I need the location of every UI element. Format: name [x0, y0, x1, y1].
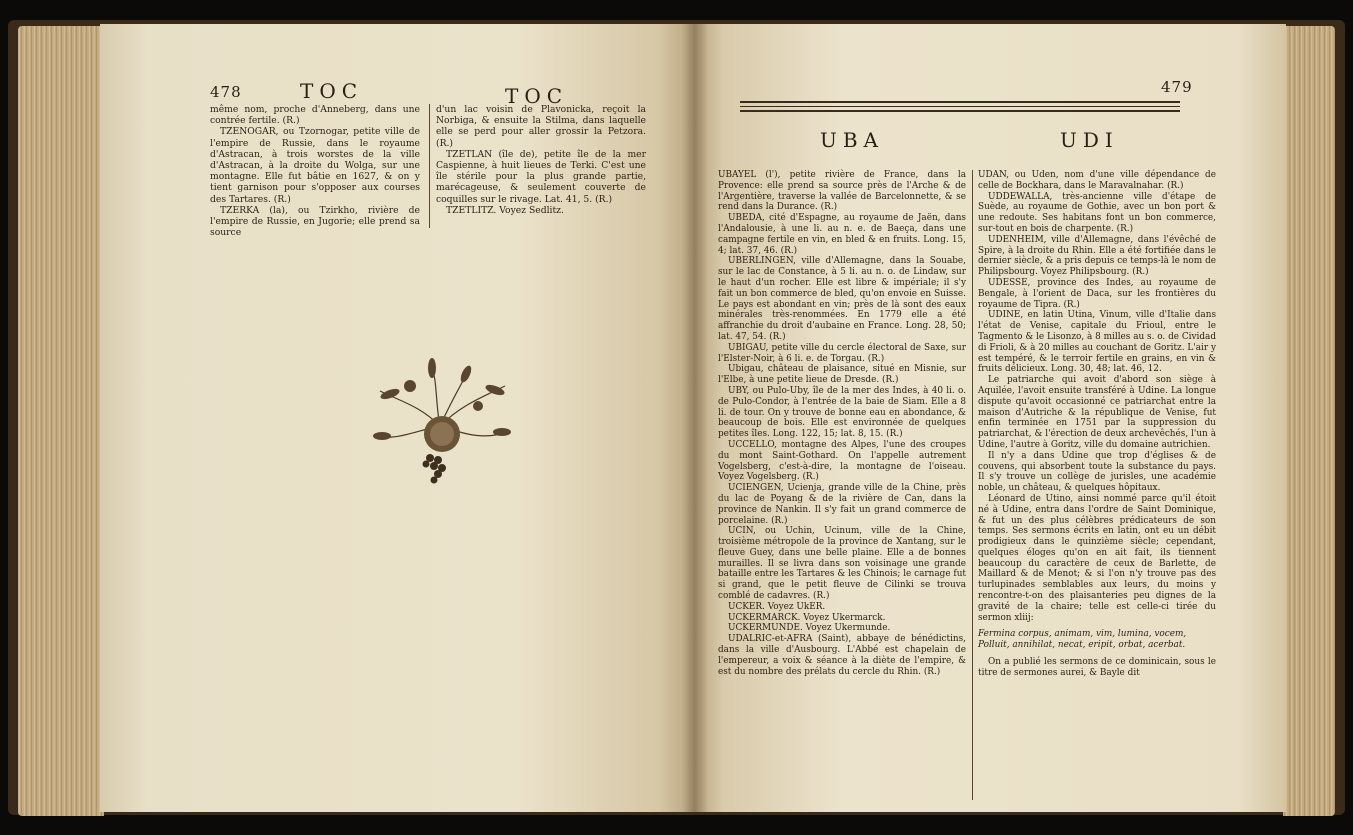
header-rule	[740, 101, 1180, 103]
left-folio: 478	[210, 83, 242, 101]
right-column-2	[978, 170, 1216, 679]
right-page	[694, 24, 1286, 812]
paragraph: Le patriarche qui avoit d'abord son siège à Aquilée, l'avoit ensuite transféré à Udine. La longue dispute qu'avoit occasionné ce patriarchat entre la maison d'Autriche & la république de Venise, fut enfin terminée en 1751 par la suppression du patriarchat, & l'érection de deux archevêchés, l'un à Udine, l'autre à Goritz, ville du domaine autrichien.	[978, 375, 1216, 450]
right-column-1	[718, 170, 966, 677]
right-folio: 479	[1161, 78, 1193, 96]
paragraph: Ubigau, château de plaisance, situé en Misnie, sur l'Elbe, à une petite lieue de Dresde. (R.)	[718, 364, 966, 386]
paragraph: On a publié les sermons de ce dominicain, sous le titre de sermones aurei, & Bayle dit	[978, 657, 1216, 678]
paragraph: UCKERMARCK. Voyez Ukermarck.	[728, 612, 886, 623]
paragraph: UDENHEIM, ville d'Allemagne, dans l'évêché de Spire, à la droite du Rhin. Elle a été fortifiée dans le dernier siècle, & a pris depuis ce temps-là le nom de Philipsbourg. Voyez Philipsbourg. (R.)	[978, 234, 1216, 278]
paragraph: UDALRIC-et-AFRA (Saint), abbaye de bénédictins, dans la ville d'Ausbourg. L'Abbé est chapelain de l'empereur, a voix & séance à la diète de l'empire, & est du nombre des prélats du cercle du Rhin. (R.)	[718, 634, 966, 677]
page-edges-right	[1283, 26, 1335, 816]
paragraph: TZENOGAR, ou Tzornogar, petite ville de l'empire de Russie, dans le royaume d'Astracan, à trois worstes de la ville d'Astracan, à la droite du Wolga, sur une montagne. Elle fut bâtie en 1627, & on y tient garnison pour s'opposer aux courses des Tartares. (R.)	[210, 126, 420, 205]
column-rule	[972, 170, 973, 800]
paragraph: UBERLINGEN, ville d'Allemagne, dans la Souabe, sur le lac de Constance, à 5 li. au n. o. de Lindaw, sur le haut d'un rocher. Elle est libre & impériale; il s'y fait un bon commerce de bled, qu'on envoie en Suisse. Le pays est abondant en vin; près de là sont des eaux minérales très-renommées. En 1779 elle a été affranchie du droit d'aubaine en France. Long. 28, 50; lat. 47, 54. (R.)	[718, 256, 966, 342]
paragraph: même nom, proche d'Anneberg, dans une contrée fertile. (R.)	[210, 104, 420, 127]
column-rule	[429, 104, 430, 228]
paragraph: UCIENGEN, Ucienja, grande ville de la Chine, près du lac de Poyang & de la rivière de Can, dans la province de Nankin. Il s'y fait un grand commerce de porcelaine. (R.)	[718, 483, 966, 526]
paragraph: UBY, ou Pulo-Uby, île de la mer des Indes, à 40 li. o. de Pulo-Condor, à l'entrée de la baie de Siam. Elle a 8 li. de tour. On y trouve de bonne eau en abondance, & beaucoup de bois. Elle est environnée de quelques petites îles. Long. 122, 15; lat. 8, 15. (R.)	[718, 385, 966, 440]
paragraph: UCKER. Voyez UkER.	[728, 601, 826, 612]
paragraph: UBEDA, cité d'Espagne, au royaume de Jaën, dans l'Andalousie, à une li. au n. e. de Baeça, dans une campagne fertile en vin, en bled & en fruits. Long. 15, 4; lat. 37, 46. (R.)	[718, 213, 966, 256]
paragraph: UDDEWALLA, très-ancienne ville d'étape de Suède, au royaume de Gothie, avec un bon port & une redoute. Ses habitans font un bon commerce, sur-tout en bois de charpente. (R.)	[978, 191, 1216, 234]
paragraph: TZETLITZ. Voyez Sedlitz.	[446, 204, 564, 216]
left-column-2	[436, 104, 646, 216]
paragraph: Léonard de Utino, ainsi nommé parce qu'il étoit né à Udine, entra dans l'ordre de Saint Dominique, & fut un des plus célèbres prédicateurs de son temps. Ses sermons écrits en latin, ont eu un débit prodigieux dans le quinzième siècle; cependant, quelques éloges qu'on en ait fait, ils tiennent beaucoup du caractère de ceux de Barlette, de Maillard & de Menot; & si l'on n'y trouve pas des turlupinades semblables aux leurs, du moins y rencontre-t-on des plaisanteries peu dignes de la gravité de la chaire; telle est celle-ci tirée du sermon xliij:	[978, 493, 1216, 623]
paragraph: UDESSE, province des Indes, au royaume de Bengale, à l'orient de Daca, sur les frontières du royaume de Tipra. (R.)	[978, 277, 1216, 310]
paragraph: UCIN, ou Uchin, Ucinum, ville de la Chine, troisième métropole de la province de Xantang, sur le fleuve Guey, dans une belle plaine. Elle a de bonnes murailles. Il se livra dans son voisinage une grande bataille entre les Tartares & les Chinois; le carnage fut si grand, que le petit fleuve de Cilinki se trouva comblé de cadavres. (R.)	[718, 526, 966, 602]
right-running-head-right: UDI	[1060, 128, 1119, 152]
paragraph: Il n'y a dans Udine que trop d'églises & de couvens, qui absorbent toute la substance du pays. Il s'y trouve un collège de jurisles, une académie noble, un château, & quelques hôpitaux.	[978, 450, 1216, 494]
verse-line: Fermina corpus, animam, vim, lumina, vocem,	[978, 629, 1187, 640]
floral-vignette-icon	[360, 346, 520, 496]
left-running-head-right: TOC	[505, 84, 569, 108]
verse-line: Polluit, annihilat, necat, eripit, orbat, acerbat.	[978, 640, 1186, 651]
paragraph: UDAN, ou Uden, nom d'une ville dépendance de celle de Bockhara, dans le Maravalnahar. (R.)	[978, 170, 1216, 191]
paragraph: UBIGAU, petite ville du cercle électoral de Saxe, sur l'Elster-Noir, à 6 li. e. de Torgau. (R.)	[718, 342, 966, 364]
left-running-head-left: TOC	[300, 79, 364, 103]
paragraph: d'un lac voisin de Plavonicka, reçoit la Norbiga, & ensuite la Stilma, dans laquelle elle se perd pour aller grossir la Petzora. (R.)	[436, 104, 646, 149]
header-rule-thin	[740, 106, 1180, 107]
left-column-1	[210, 104, 420, 238]
book-gutter	[682, 24, 708, 812]
paragraph: TZERKA (la), ou Tzirkho, rivière de l'empire de Russie, en Jugorie; elle prend sa source	[210, 204, 420, 239]
paragraph: UCKERMUNDE. Voyez Ukermunde.	[728, 623, 891, 634]
page-edges-left	[18, 26, 104, 816]
paragraph: UCCELLO, montagne des Alpes, l'une des croupes du mont Saint-Gothard. On l'appelle autrement Vogelsberg, c'est-à-dire, la montagne de l'oiseau. Voyez Vogelsberg. (R.)	[718, 439, 966, 483]
left-page	[100, 24, 694, 812]
paragraph: TZETLAN (île de), petite île de la mer Caspienne, à huit lieues de Terki. C'est une île stérile pour la plus grande partie, marécageuse, & seulement couverte de coquilles sur le rivage. Lat. 41, 5. (R.)	[436, 148, 646, 205]
paragraph: UBAYEL (l'), petite rivière de France, dans la Provence: elle prend sa source près de l'Arche & de l'Argentière, traverse la vallée de Barcelonnette, & se rend dans la Durance. (R.)	[718, 170, 966, 213]
paragraph: UDINE, en latin Utina, Vinum, ville d'Italie dans l'état de Venise, capitale du Frioul, entre le Tagmento & le Lisonzo, à 8 milles au s. o. de Cividad di Frioli, & à 20 milles au couchant de Goritz. L'air y est tempéré, & le terroir fertile en grains, en vin & fruits délicieux. Long. 30, 48; lat. 46, 12.	[978, 310, 1216, 375]
right-running-head-left: UBA	[820, 128, 884, 152]
header-rule-bottom	[740, 110, 1180, 112]
